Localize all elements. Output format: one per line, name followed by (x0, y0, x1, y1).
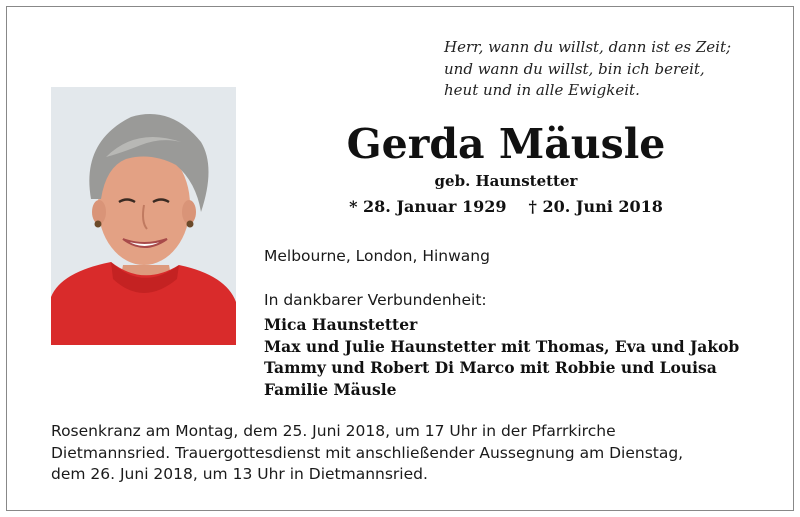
quote-line: heut und in alle Ewigkeit. (444, 81, 640, 99)
birth-date: * 28. Januar 1929 (349, 197, 507, 216)
places-of-life: Melbourne, London, Hinwang (264, 247, 490, 265)
mourners-list (264, 314, 739, 400)
death-date: † 20. Juni 2018 (528, 197, 663, 216)
quote-line: Herr, wann du willst, dann ist es Zeit; (444, 38, 732, 56)
mourner-entry: Tammy und Robert Di Marco mit Robbie und Louisa (264, 358, 717, 377)
service-line: Rosenkranz am Montag, dem 25. Juni 2018, um 17 Uhr in der Pfarrkirche (51, 422, 616, 440)
gratitude-heading: In dankbarer Verbundenheit: (264, 291, 487, 309)
service-line: dem 26. Juni 2018, um 13 Uhr in Dietmannsried. (51, 465, 428, 483)
portrait-illustration (51, 87, 236, 345)
bible-quote (444, 37, 731, 102)
service-details (51, 421, 751, 486)
deceased-name: Gerda Mäusle (346, 120, 666, 168)
quote-line: und wann du willst, bin ich bereit, (444, 59, 705, 78)
service-line: Dietmannsried. Trauergottesdienst mit anschließender Aussegnung am Dienstag, (51, 443, 684, 462)
mourner-entry: Mica Haunstetter (264, 315, 418, 334)
mourner-entry: Max und Julie Haunstetter mit Thomas, Eva und Jakob (264, 336, 740, 356)
maiden-name: geb. Haunstetter (434, 172, 578, 190)
mourner-entry: Familie Mäusle (264, 379, 397, 399)
life-dates (270, 196, 742, 218)
portrait-photo (51, 87, 236, 345)
